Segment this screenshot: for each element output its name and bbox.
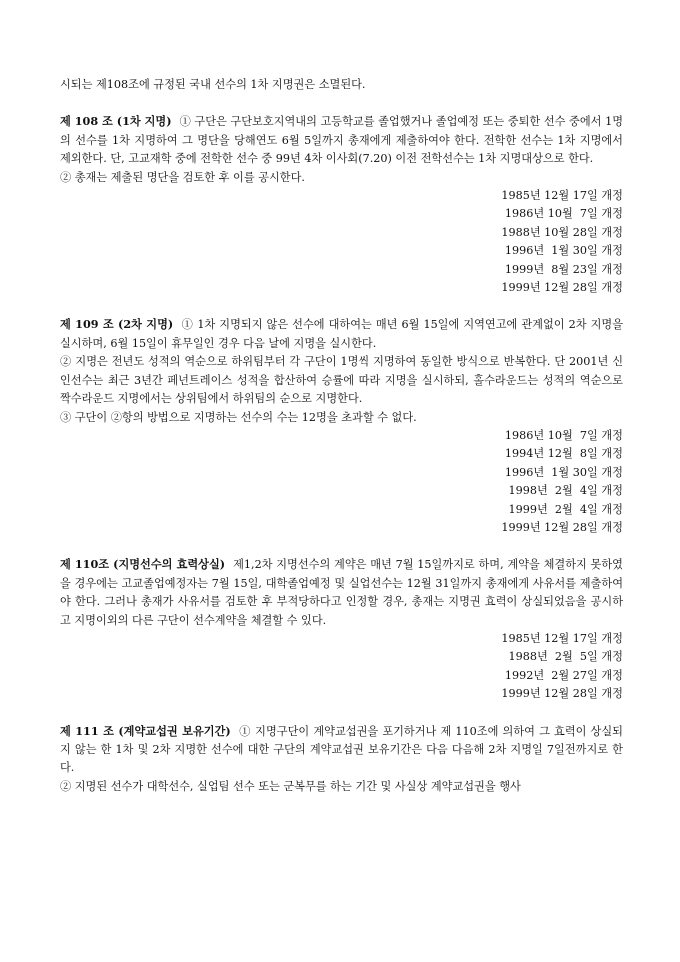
- article-108: [60, 112, 623, 297]
- article-110: [60, 555, 623, 703]
- article-111-clause-1: ① 지명구단이 계약교섭권을 포기하거나 제 110조에 의하여 그 효력이 상실되지 않는 한 1차 및 2차 지명한 선수에 대한 구단의 계약교섭권 보유기간은 다음 다음해 2차 지명일 7일전까지로 한다.: [60, 724, 623, 775]
- article-111-heading: 제 111 조 (계약교섭권 보유기간): [60, 723, 231, 738]
- amendment-line: 1999년 12월 28일 개정: [501, 520, 623, 534]
- amendment-line: 1986년 10월 7일 개정: [504, 428, 623, 442]
- amendment-line: 1992년 2월 27일 개정: [504, 668, 623, 682]
- article-108-clause-2: ② 총재는 제출된 명단을 검토한 후 이를 공시한다.: [60, 170, 305, 184]
- document-page: [60, 76, 623, 796]
- article-108-heading: 제 108 조 (1차 지명): [60, 114, 172, 129]
- article-109-clause-1: ① 1차 지명되지 않은 선수에 대하여는 매년 6월 15일에 지역연고에 관계없이 2차 지명을 실시하며, 6월 15일이 휴무일인 경우 다음 날에 지명을 실시한다.: [60, 318, 623, 350]
- article-109-amendments: [60, 427, 623, 537]
- article-109-paragraph-1: [60, 315, 623, 353]
- amendment-line: 1988년 10월 28일 개정: [501, 225, 623, 239]
- intro-line: 시되는 제108조에 규정된 국내 선수의 1차 지명권은 소멸된다.: [60, 78, 366, 91]
- article-111-clause-2: ② 지명된 선수가 대학선수, 실업팀 선수 또는 군복무를 하는 기간 및 사실상 계약교섭권을 행사: [60, 779, 521, 793]
- article-108-amendments: [60, 187, 623, 297]
- article-109: [60, 315, 623, 537]
- article-110-clause-1: 제1,2차 지명선수의 계약은 매년 7월 15일까지로 하며, 계약을 체결하지 못하였을 경우에는 고교졸업예정자는 7월 15일, 대학졸업예정 및 실업선수는 12월 31일까지 총재에게 사유서를 제출하여야 한다. 그러나 총재가 사유서를 검토한 후 부적당하다고 인정할 경우, 총재는 지명권 효력이 상실되었음을 공시하고 지명이외의 다른 구단이 선수계약을 체결할 수 있다.: [60, 558, 623, 627]
- article-108-paragraph-1: [60, 112, 623, 168]
- amendment-line: 1999년 2월 4일 개정: [508, 502, 623, 516]
- amendment-line: 1996년 1월 30일 개정: [504, 465, 623, 479]
- article-109-clause-2: ② 지명은 전년도 성적의 역순으로 하위팀부터 각 구단이 1명씩 지명하여 동일한 방식으로 반복한다. 단 2001년 신인선수는 최근 3년간 페넌트레이스 성적을 합산하여 승률에 따라 지명을 실시하되, 홀수라운드는 성적의 역순으로 짝수라운드 지명에서는 상위팀에서 하위팀의 순으로 지명한다.: [60, 355, 623, 406]
- amendment-line: 1998년 2월 4일 개정: [508, 484, 623, 498]
- article-111: [60, 722, 623, 797]
- amendment-line: 1988년 2월 5일 개정: [508, 650, 623, 664]
- article-108-clause-1: ① 구단은 구단보호지역내의 고등학교를 졸업했거나 졸업예정 또는 중퇴한 선수 중에서 1명의 선수를 1차 지명하여 그 명단을 당해연도 6월 5일까지 총재에게 제출하여야 한다. 전학한 선수는 1차 지명에서 제외한다. 단, 고교재학 중에 전학한 선수 중 99년 4차 이사회(7.20) 이전 전학선수는 1차 지명대상으로 한다.: [60, 115, 623, 166]
- amendment-line: 1999년 12월 28일 개정: [501, 687, 623, 701]
- amendment-line: 1986년 10월 7일 개정: [504, 207, 623, 221]
- article-110-paragraph-1: [60, 555, 623, 630]
- amendment-line: 1994년 12월 8일 개정: [504, 447, 623, 461]
- article-109-heading: 제 109 조 (2차 지명): [60, 317, 174, 332]
- amendment-line: 1999년 12월 28일 개정: [501, 281, 623, 295]
- article-110-heading: 제 110조 (지명선수의 효력상실): [60, 557, 226, 572]
- amendment-line: 1999년 8월 23일 개정: [504, 262, 623, 276]
- article-110-amendments: [60, 630, 623, 704]
- article-111-paragraph-1: [60, 722, 623, 778]
- amendment-line: 1996년 1월 30일 개정: [504, 244, 623, 258]
- amendment-line: 1985년 12월 17일 개정: [501, 631, 623, 645]
- amendment-line: 1985년 12월 17일 개정: [501, 189, 623, 203]
- article-109-clause-3: ③ 구단이 ②항의 방법으로 지명하는 선수의 수는 12명을 초과할 수 없다.: [60, 410, 417, 424]
